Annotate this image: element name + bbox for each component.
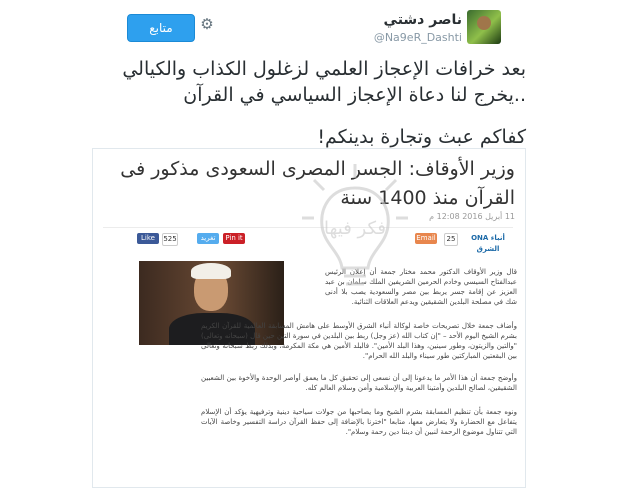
article-title: وزير الأوقاف: الجسر المصرى السعودى مذكور فى القرآن منذ 1400 سنة	[120, 158, 515, 209]
email-share-button[interactable]: Email	[416, 234, 436, 242]
tweet-text-line-2: ..يخرج لنا دعاة الإعجاز السياسي في القرآن	[183, 84, 526, 106]
article-paragraph-1: قال وزير الأوقاف الدكتور محمد مختار جمعة أن إعلان الرئيس عبدالفتاح السيسي وخادم الحرمين الشريفين الملك سلمان بن عبد العزيز عن إقامة جسر يربط بين مصر والسعودية يصب بلا أدنى شك في مصلحة البلدين الشقيقين ويدعم العلاقات الثنائية.	[325, 268, 517, 306]
news-agency-logo: ONA أنباء الشرق	[463, 233, 513, 244]
article-date: 11 أبريل 2016 12:08 م	[429, 212, 515, 221]
article-paragraph-4: ونوه جمعة بأن تنظيم المسابقة بشرم الشيخ وما يصاحبها من جولات سياحية دينية وترفيهية يؤكد أن الإسلام يتفاعل مع الحضارة ولا يتعارض معها، متابعا "اخترنا بالإضافة إلى حفظ القرآن دراسة التفسير وخاصة الآيات التي تتناول موضوع الرحمة لنبين أن ديننا دين رحمة وسلام".	[201, 408, 517, 436]
pinterest-button[interactable]: Pin it	[223, 233, 245, 244]
article-paragraph-3: وأوضح جمعة أن هذا الأمر ما يدعونا إلى أن نسعى إلى تحقيق كل ما يعمق أواصر الوحدة والأخوة بين الشعبين الشقيقين، لصالح البلدين وأمتينا العربية والإسلامية وأمن وسلام العالم كله.	[201, 374, 517, 392]
facebook-like-button[interactable]: Like	[137, 233, 159, 244]
tweet-header	[0, 0, 620, 52]
user-handle[interactable]: @Na9eR_Dashti	[373, 31, 462, 44]
user-name[interactable]: ناصر دشتي	[383, 12, 462, 28]
lightbulb-watermark-icon	[300, 158, 410, 308]
follow-button[interactable]: متابع	[127, 14, 195, 42]
tweet-text-line-3: كفاكم عبث وتجارة بدينكم!	[317, 126, 526, 148]
email-count: 25	[444, 233, 458, 246]
watermark-text: فكر فيها	[323, 218, 387, 239]
gear-icon[interactable]: ⚙	[200, 15, 214, 33]
tweet-text-line-1: بعد خرافات الإعجاز العلمي لزغلول الكذاب والكيالي	[122, 58, 526, 80]
article-paragraph-2: وأضاف جمعة خلال تصريحات خاصة لوكالة أنباء الشرق الأوسط على هامش المسابقة العالمية للقرآن الكريم بشرم الشيخ اليوم الأحد – "إن كتاب الله (عز وجل) ربط بين البلدين في سورة التين حين قال (سبحانه وتعالى) "والتين والزيتون، وطور سينين، وهذا البلد الأمين". فالبلد الأمين هي مكة المكرمة، وبذلك ربط سبحانه وتعالى بين البقعتين المباركتين طور سيناء والبلد الله الحرام".	[201, 322, 517, 360]
twitter-share-button[interactable]: تغريد	[197, 233, 219, 244]
photo-turban	[191, 263, 231, 279]
facebook-count: 525	[162, 233, 178, 246]
user-avatar[interactable]	[467, 10, 501, 44]
